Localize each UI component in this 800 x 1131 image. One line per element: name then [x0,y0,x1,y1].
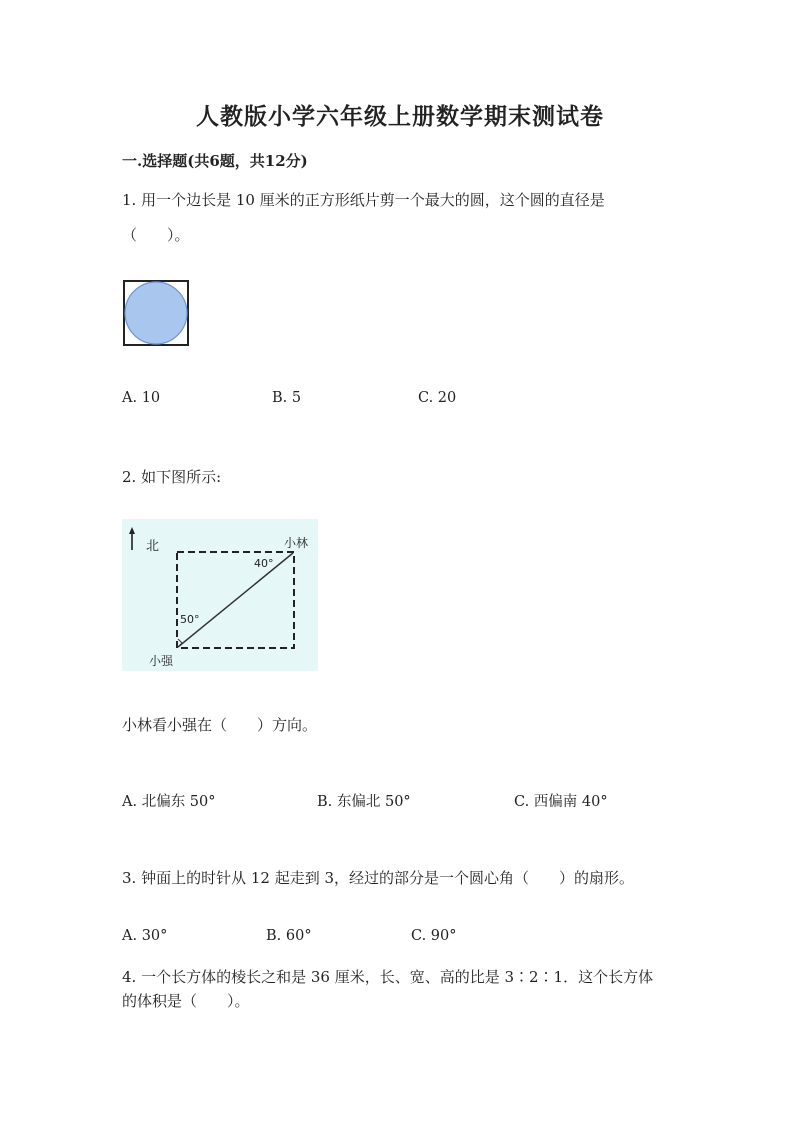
q1-option-b[interactable]: B. 5 [272,390,302,406]
q1-figure-circle-in-square [122,279,190,347]
q1-option-c[interactable]: C. 20 [418,390,457,406]
section-heading: 一.选择题(共6题，共12分) [122,152,308,170]
q1-stem-line1: 1. 用一个边长是 10 厘米的正方形纸片剪一个最大的圆，这个圆的直径是 [122,191,605,209]
page-title: 人教版小学六年级上册数学期末测试卷 [196,103,604,130]
q4-stem-line1: 4. 一个长方体的棱长之和是 36 厘米，长、宽、高的比是 3∶2∶1．这个长方体 [122,968,654,986]
q3-option-c[interactable]: C. 90° [411,928,457,944]
q1-option-a[interactable]: A. 10 [122,390,161,406]
q4-stem-line2: 的体积是（ ）。 [122,992,250,1010]
angle-40-label: 40° [254,557,274,570]
q3-option-a[interactable]: A. 30° [122,928,168,944]
q2-option-c[interactable]: C. 西偏南 40° [514,794,608,810]
angle-50-label: 50° [180,613,200,626]
q3-option-b[interactable]: B. 60° [266,928,312,944]
xiaoqiang-label: 小强 [149,654,174,668]
q2-option-b[interactable]: B. 东偏北 50° [317,794,411,810]
q2-figure-direction-map [122,519,318,671]
q1-stem-line2: （ ）。 [122,226,190,244]
xiaolin-label: 小林 [284,536,309,550]
north-label: 北 [146,539,160,554]
circle-shape [125,282,187,344]
q2-option-a[interactable]: A. 北偏东 50° [122,794,216,810]
q3-stem: 3. 钟面上的时针从 12 起走到 3，经过的部分是一个圆心角（ ）的扇形。 [122,869,635,887]
q2-stem: 2. 如下图所示: [122,468,222,486]
q2-question: 小林看小强在（ ）方向。 [122,716,318,734]
